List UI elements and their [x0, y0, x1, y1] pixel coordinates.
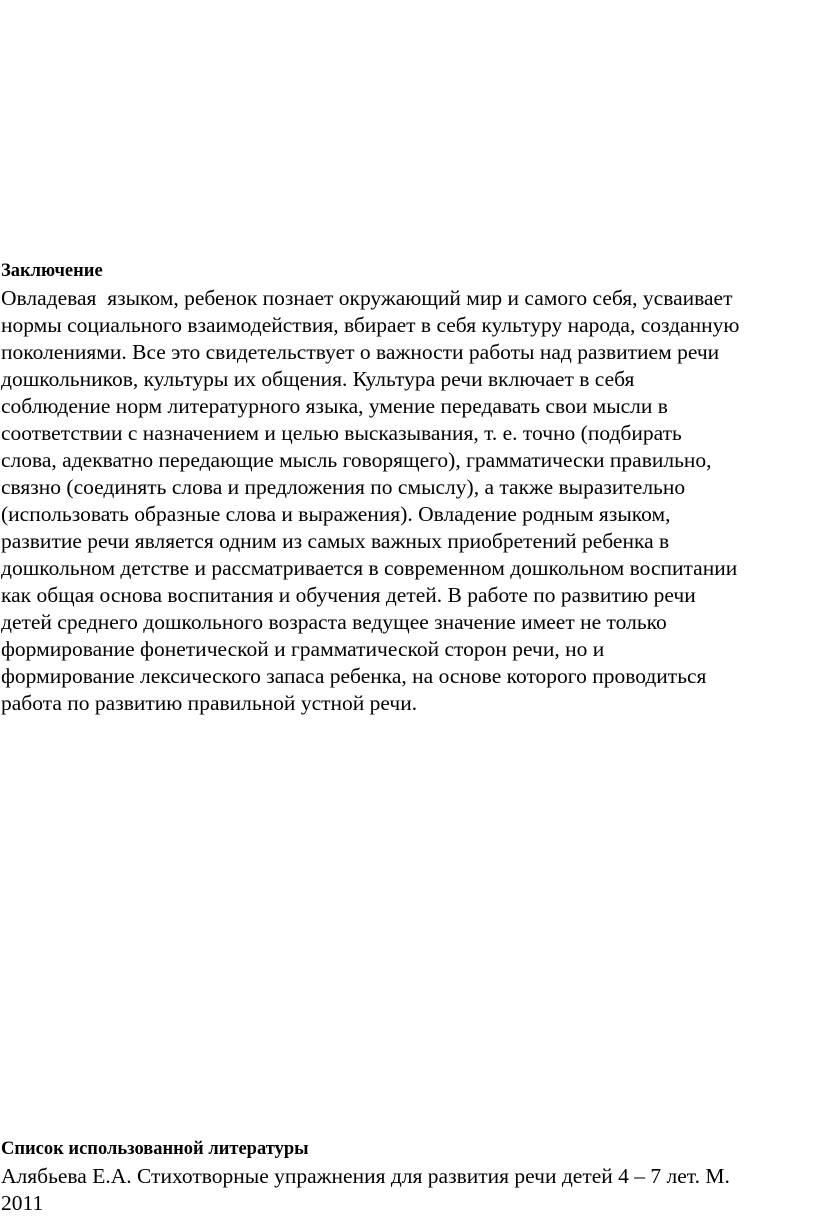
paragraph-line: дошкольников, культуры их общения. Культура речи включает в себя: [1, 367, 635, 391]
reference-line: Алябьева Е.А. Стихотворные упражнения для развития речи детей 4 – 7 лет. М.: [1, 1164, 730, 1188]
paragraph-line: соблюдение норм литературного языка, умение передавать свои мысли в: [1, 394, 668, 418]
paragraph-line: соответствии с назначением и целью высказывания, т. е. точно (подбирать: [1, 421, 682, 445]
paragraph-line: детей среднего дошкольного возраста ведущее значение имеет не только: [1, 610, 667, 634]
paragraph-line: дошкольном детстве и рассматривается в современном дошкольном воспитании: [1, 556, 738, 580]
paragraph-line: Овладевая языком, ребенок познает окружающий мир и самого себя, усваивает: [1, 286, 733, 310]
paragraph-line: поколениями. Все это свидетельствует о важности работы над развитием речи: [1, 340, 720, 364]
paragraph-line: слова, адекватно передающие мысль говорящего), грамматически правильно,: [1, 448, 712, 472]
paragraph-line: развитие речи является одним из самых важных приобретений ребенка в: [1, 529, 670, 553]
conclusion-heading: Заключение: [1, 261, 103, 281]
paragraph-line: как общая основа воспитания и обучения детей. В работе по развитию речи: [1, 583, 696, 607]
paragraph-line: связно (соединять слова и предложения по смыслу), а также выразительно: [1, 475, 686, 499]
paragraph-line: формирование фонетической и грамматической сторон речи, но и: [1, 637, 605, 661]
references-heading: Список использованной литературы: [1, 1139, 309, 1159]
paragraph-line: работа по развитию правильной устной речи.: [1, 691, 418, 715]
paragraph-line: нормы социального взаимодействия, вбирает в себя культуру народа, созданную: [1, 313, 740, 337]
paragraph-line: (использовать образные слова и выражения). Овладение родным языком,: [1, 502, 671, 526]
paragraph-line: формирование лексического запаса ребенка, на основе которого проводиться: [1, 664, 707, 688]
reference-line: 2011: [1, 1191, 44, 1215]
